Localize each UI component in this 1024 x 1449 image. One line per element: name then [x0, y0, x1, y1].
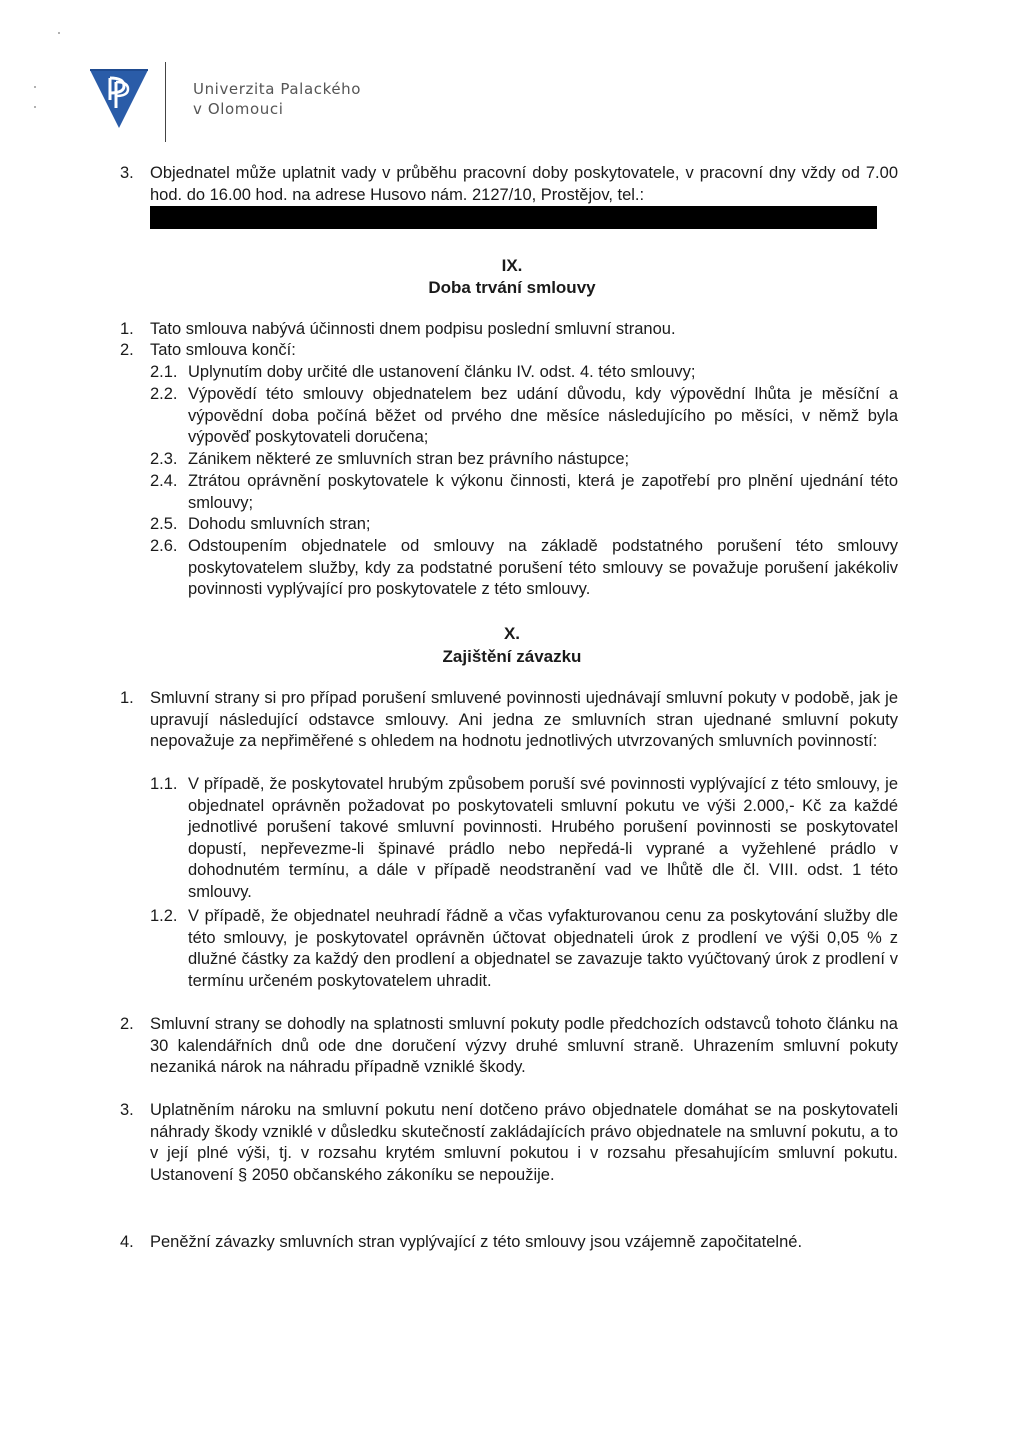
paragraph-text: Objednatel může uplatnit vady v průběhu pracovní doby poskytovatele, v pracovní dny vždy od 7.00 hod. do 16.00 hod. na adrese Husovo nám. 2127/10, Prostějov, tel.: — [150, 164, 898, 204]
paragraph-text: Uplatněním nároku na smluvní pokutu není dotčeno právo objednatele domáhat se na poskytovateli náhrady škody vzniklé v důsledku skutečností zakládajících právo objednatele na smluvní pokutu, a to v její plné výši, tj. v rozsahu krytém smluvní pokutou i v rozsahu přesahujícím smluvní pokutu. Ustanovení § 2050 občanského zákoníku se nepoužije. — [150, 1101, 898, 1184]
paragraph-number: 3. — [120, 164, 134, 182]
item-number: 2.3. — [150, 450, 178, 468]
item-number: 2.5. — [150, 515, 178, 533]
item-number: 1.1. — [150, 775, 178, 793]
item-number: 2.6. — [150, 537, 178, 555]
section-ix-roman: IX. — [501, 256, 523, 275]
item-number: 2.1. — [150, 363, 178, 381]
redaction-bar — [150, 206, 877, 229]
university-logo — [88, 68, 150, 135]
item-text: Zánikem některé ze smluvních stran bez právního nástupce; — [188, 450, 630, 468]
university-name-line1: Univerzita Palackého — [193, 80, 362, 98]
item-text: V případě, že poskytovatel hrubým způsobem poruší své povinnosti vyplývající z této smlouvy, je objednatel oprávněn požadovat po poskytovateli smluvní pokutu ve výši 2.000,- Kč za každé jednotlivé porušení takové smluvní povinnosti. Hrubého porušení povinnosti se poskytovatel dopustí, nepřevezme-li špinavé prádlo nebo nepředá-li vyprané a vyžehlené prádlo v dohodnutém termínu, a dále v případě neodstranění vad ve lhůtě dle čl. VIII. odst. 1 této smlouvy. — [188, 775, 898, 901]
paragraph-number: 1. — [120, 320, 134, 338]
paragraph-text: Smluvní strany se dohodly na splatnosti smluvní pokuty podle předchozích odstavců tohoto článku na 30 kalendářních dnů ode dne doručení výzvy druhé smluvní straně. Uhrazením smluvní pokuty nezaniká nárok na náhradu případně vzniklé škody. — [150, 1015, 898, 1077]
item-text: Odstoupením objednatele od smlouvy na základě podstatného porušení této smlouvy poskytovatelem služby, kdy za podstatné porušení této smlouvy se považuje porušení jakékoliv povinnosti vyplývající pro poskytovatele z této smlouvy. — [188, 537, 898, 599]
paragraph-number: 4. — [120, 1233, 134, 1251]
university-shield-icon — [88, 68, 150, 130]
university-name-line2: v Olomouci — [193, 100, 284, 118]
paragraph-number: 2. — [120, 341, 134, 359]
scan-speck — [34, 106, 36, 108]
paragraph-text: Smluvní strany si pro případ porušení smluvené povinnosti ujednávají smluvní pokuty v podobě, jak je upravují následující odstavce smlouvy. Ani jedna ze smluvních stran ujednané smluvní pokuty nepovažuje za nepřiměřené s ohledem na hodnotu jednotlivých utvrzovaných smluvních povinností: — [150, 689, 898, 751]
paragraph-text: Peněžní závazky smluvních stran vyplývající z této smlouvy jsou vzájemně započitatelné. — [150, 1233, 803, 1251]
university-name — [193, 79, 361, 119]
paragraph-number: 2. — [120, 1015, 134, 1033]
item-number: 2.2. — [150, 385, 178, 403]
item-text: Dohodu smluvních stran; — [188, 515, 371, 533]
item-text: Ztrátou oprávnění poskytovatele k výkonu činnosti, která je zapotřebí pro plnění ujednání této smlouvy; — [188, 472, 898, 512]
header-divider — [165, 62, 166, 142]
section-ix-title: Doba trvání smlouvy — [428, 278, 596, 297]
section-x-title: Zajištění závazku — [442, 647, 582, 666]
item-text: Výpovědí této smlouvy objednatelem bez udání důvodu, kdy výpovědní lhůta je měsíční a výpovědní doba počíná běžet od prvého dne měsíce následujícího po měsíci, v němž byla výpověď poskytovateli doručena; — [188, 385, 898, 447]
item-number: 1.2. — [150, 907, 178, 925]
paragraph-text: Tato smlouva nabývá účinnosti dnem podpisu poslední smluvní stranou. — [150, 320, 676, 338]
paragraph-number: 3. — [120, 1101, 134, 1119]
scan-speck — [58, 32, 60, 34]
item-number: 2.4. — [150, 472, 178, 490]
section-x-roman: X. — [503, 624, 521, 643]
paragraph-number: 1. — [120, 689, 134, 707]
item-text: V případě, že objednatel neuhradí řádně a včas vyfakturovanou cenu za poskytování služby dle této smlouvy, je poskytovatel oprávněn účtovat objednateli úrok z prodlení ve výši 0,05 % z dlužné částky za každý den prodlení a objednatel se zavazuje takto vyúčtovaný úrok z prodlení v termínu určeném poskytovatelem uhradit. — [188, 907, 898, 990]
item-text: Uplynutím doby určité dle ustanovení článku IV. odst. 4. této smlouvy; — [188, 363, 696, 381]
scan-speck — [34, 86, 36, 88]
paragraph-text: Tato smlouva končí: — [150, 341, 296, 359]
